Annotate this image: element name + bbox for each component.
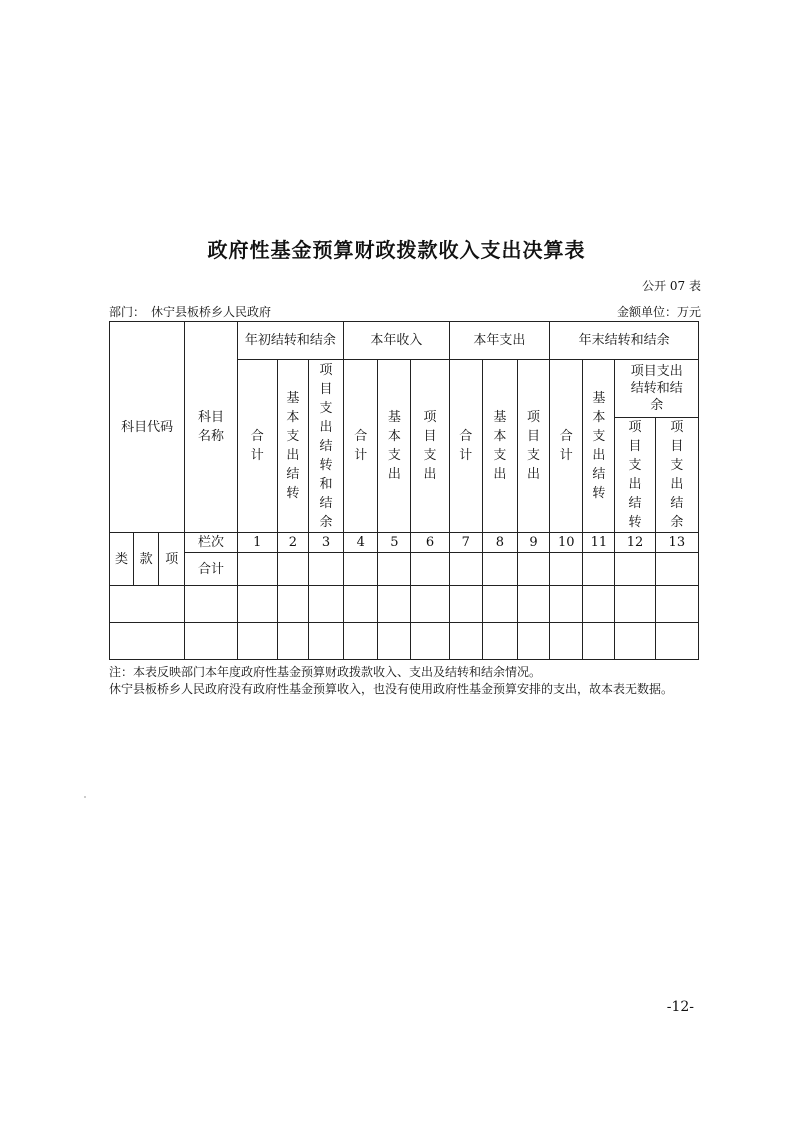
table-cell <box>482 586 517 623</box>
col-number: 5 <box>378 533 411 553</box>
table-cell <box>110 586 185 623</box>
form-number: 公开 07 表 <box>642 279 701 293</box>
table-cell <box>449 553 482 586</box>
col-number: 10 <box>550 533 583 553</box>
table-cell <box>482 553 517 586</box>
begin-total-header: 合计 <box>237 360 277 533</box>
lanci-label: 栏次 <box>185 533 237 553</box>
fund-budget-table <box>109 321 699 660</box>
table-row <box>110 586 699 623</box>
col-number: 9 <box>517 533 549 553</box>
col-number: 4 <box>344 533 378 553</box>
department-label: 部门： 休宁县板桥乡人民政府 <box>109 305 272 319</box>
col-number: 7 <box>449 533 482 553</box>
table-cell <box>517 623 549 660</box>
table-cell <box>449 623 482 660</box>
table-cell <box>308 553 343 586</box>
amount-unit-label: 金额单位：万元 <box>616 305 701 319</box>
group-income: 本年收入 <box>344 322 450 360</box>
table-cell <box>185 623 237 660</box>
col-number: 13 <box>655 533 698 553</box>
income-total-header: 合计 <box>344 360 378 533</box>
table-cell <box>449 586 482 623</box>
table-cell <box>237 623 277 660</box>
table-cell <box>655 586 698 623</box>
table-cell <box>411 553 449 586</box>
table-cell <box>308 586 343 623</box>
col-number: 11 <box>583 533 615 553</box>
subject-name-header: 科目名称 <box>185 322 237 533</box>
end-basic-transfer-header: 基本支出结转 <box>583 360 615 533</box>
table-cell <box>277 623 308 660</box>
scan-speck <box>84 796 86 798</box>
expense-project-header: 项目支出 <box>517 360 549 533</box>
table-cell <box>583 623 615 660</box>
table-cell <box>378 623 411 660</box>
group-end-balance: 年末结转和结余 <box>550 322 699 360</box>
group-begin-balance: 年初结转和结余 <box>237 322 344 360</box>
table-cell <box>237 586 277 623</box>
table-title: 政府性基金预算财政拨款收入支出决算表 <box>207 238 586 262</box>
table-cell <box>344 586 378 623</box>
note-line-2: 休宁县板桥乡人民政府没有政府性基金预算收入，也没有使用政府性基金预算安排的支出，故本表无数据。 <box>109 682 674 696</box>
table-cell <box>237 553 277 586</box>
total-row-label: 合计 <box>185 553 237 586</box>
note-line-1: 注：本表反映部门本年度政府性基金预算财政拨款收入、支出及结转和结余情况。 <box>109 665 542 679</box>
col-number: 1 <box>237 533 277 553</box>
col-number: 6 <box>411 533 449 553</box>
table-row <box>110 623 699 660</box>
table-cell <box>411 623 449 660</box>
kuan-header: 款 <box>134 533 159 586</box>
table-cell <box>378 553 411 586</box>
end-project-transfer-header: 项目支出结转 <box>615 418 655 533</box>
table-cell <box>344 553 378 586</box>
table-cell <box>655 553 698 586</box>
table-cell <box>110 623 185 660</box>
begin-basic-transfer-header: 基本支出结转 <box>277 360 308 533</box>
table-cell <box>411 586 449 623</box>
table-cell <box>615 586 655 623</box>
table-cell <box>277 586 308 623</box>
col-number: 8 <box>482 533 517 553</box>
table-cell <box>344 623 378 660</box>
end-project-group-header: 项目支出结转和结余 <box>615 360 699 418</box>
xiang-header: 项 <box>159 533 185 586</box>
col-number: 2 <box>277 533 308 553</box>
income-project-header: 项目支出 <box>411 360 449 533</box>
begin-project-transfer-surplus-header: 项目支出结转和结余 <box>308 360 343 533</box>
table-cell <box>308 623 343 660</box>
table-note <box>109 664 699 698</box>
group-expense: 本年支出 <box>449 322 549 360</box>
subject-code-header: 科目代码 <box>110 322 185 533</box>
table-cell <box>583 553 615 586</box>
page-number: -12- <box>666 999 694 1015</box>
col-number: 12 <box>615 533 655 553</box>
table-cell <box>517 553 549 586</box>
table-cell <box>277 553 308 586</box>
table-cell <box>550 586 583 623</box>
table-cell <box>482 623 517 660</box>
expense-total-header: 合计 <box>449 360 482 533</box>
lei-header: 类 <box>110 533 134 586</box>
col-number: 3 <box>308 533 343 553</box>
end-project-surplus-header: 项目支出结余 <box>655 418 698 533</box>
table-cell <box>185 586 237 623</box>
table-cell <box>550 553 583 586</box>
table-cell <box>378 586 411 623</box>
table-cell <box>517 586 549 623</box>
expense-basic-header: 基本支出 <box>482 360 517 533</box>
income-basic-header: 基本支出 <box>378 360 411 533</box>
table-cell <box>655 623 698 660</box>
table-cell <box>615 553 655 586</box>
table-cell <box>615 623 655 660</box>
table-cell <box>583 586 615 623</box>
table-cell <box>550 623 583 660</box>
end-total-header: 合计 <box>550 360 583 533</box>
